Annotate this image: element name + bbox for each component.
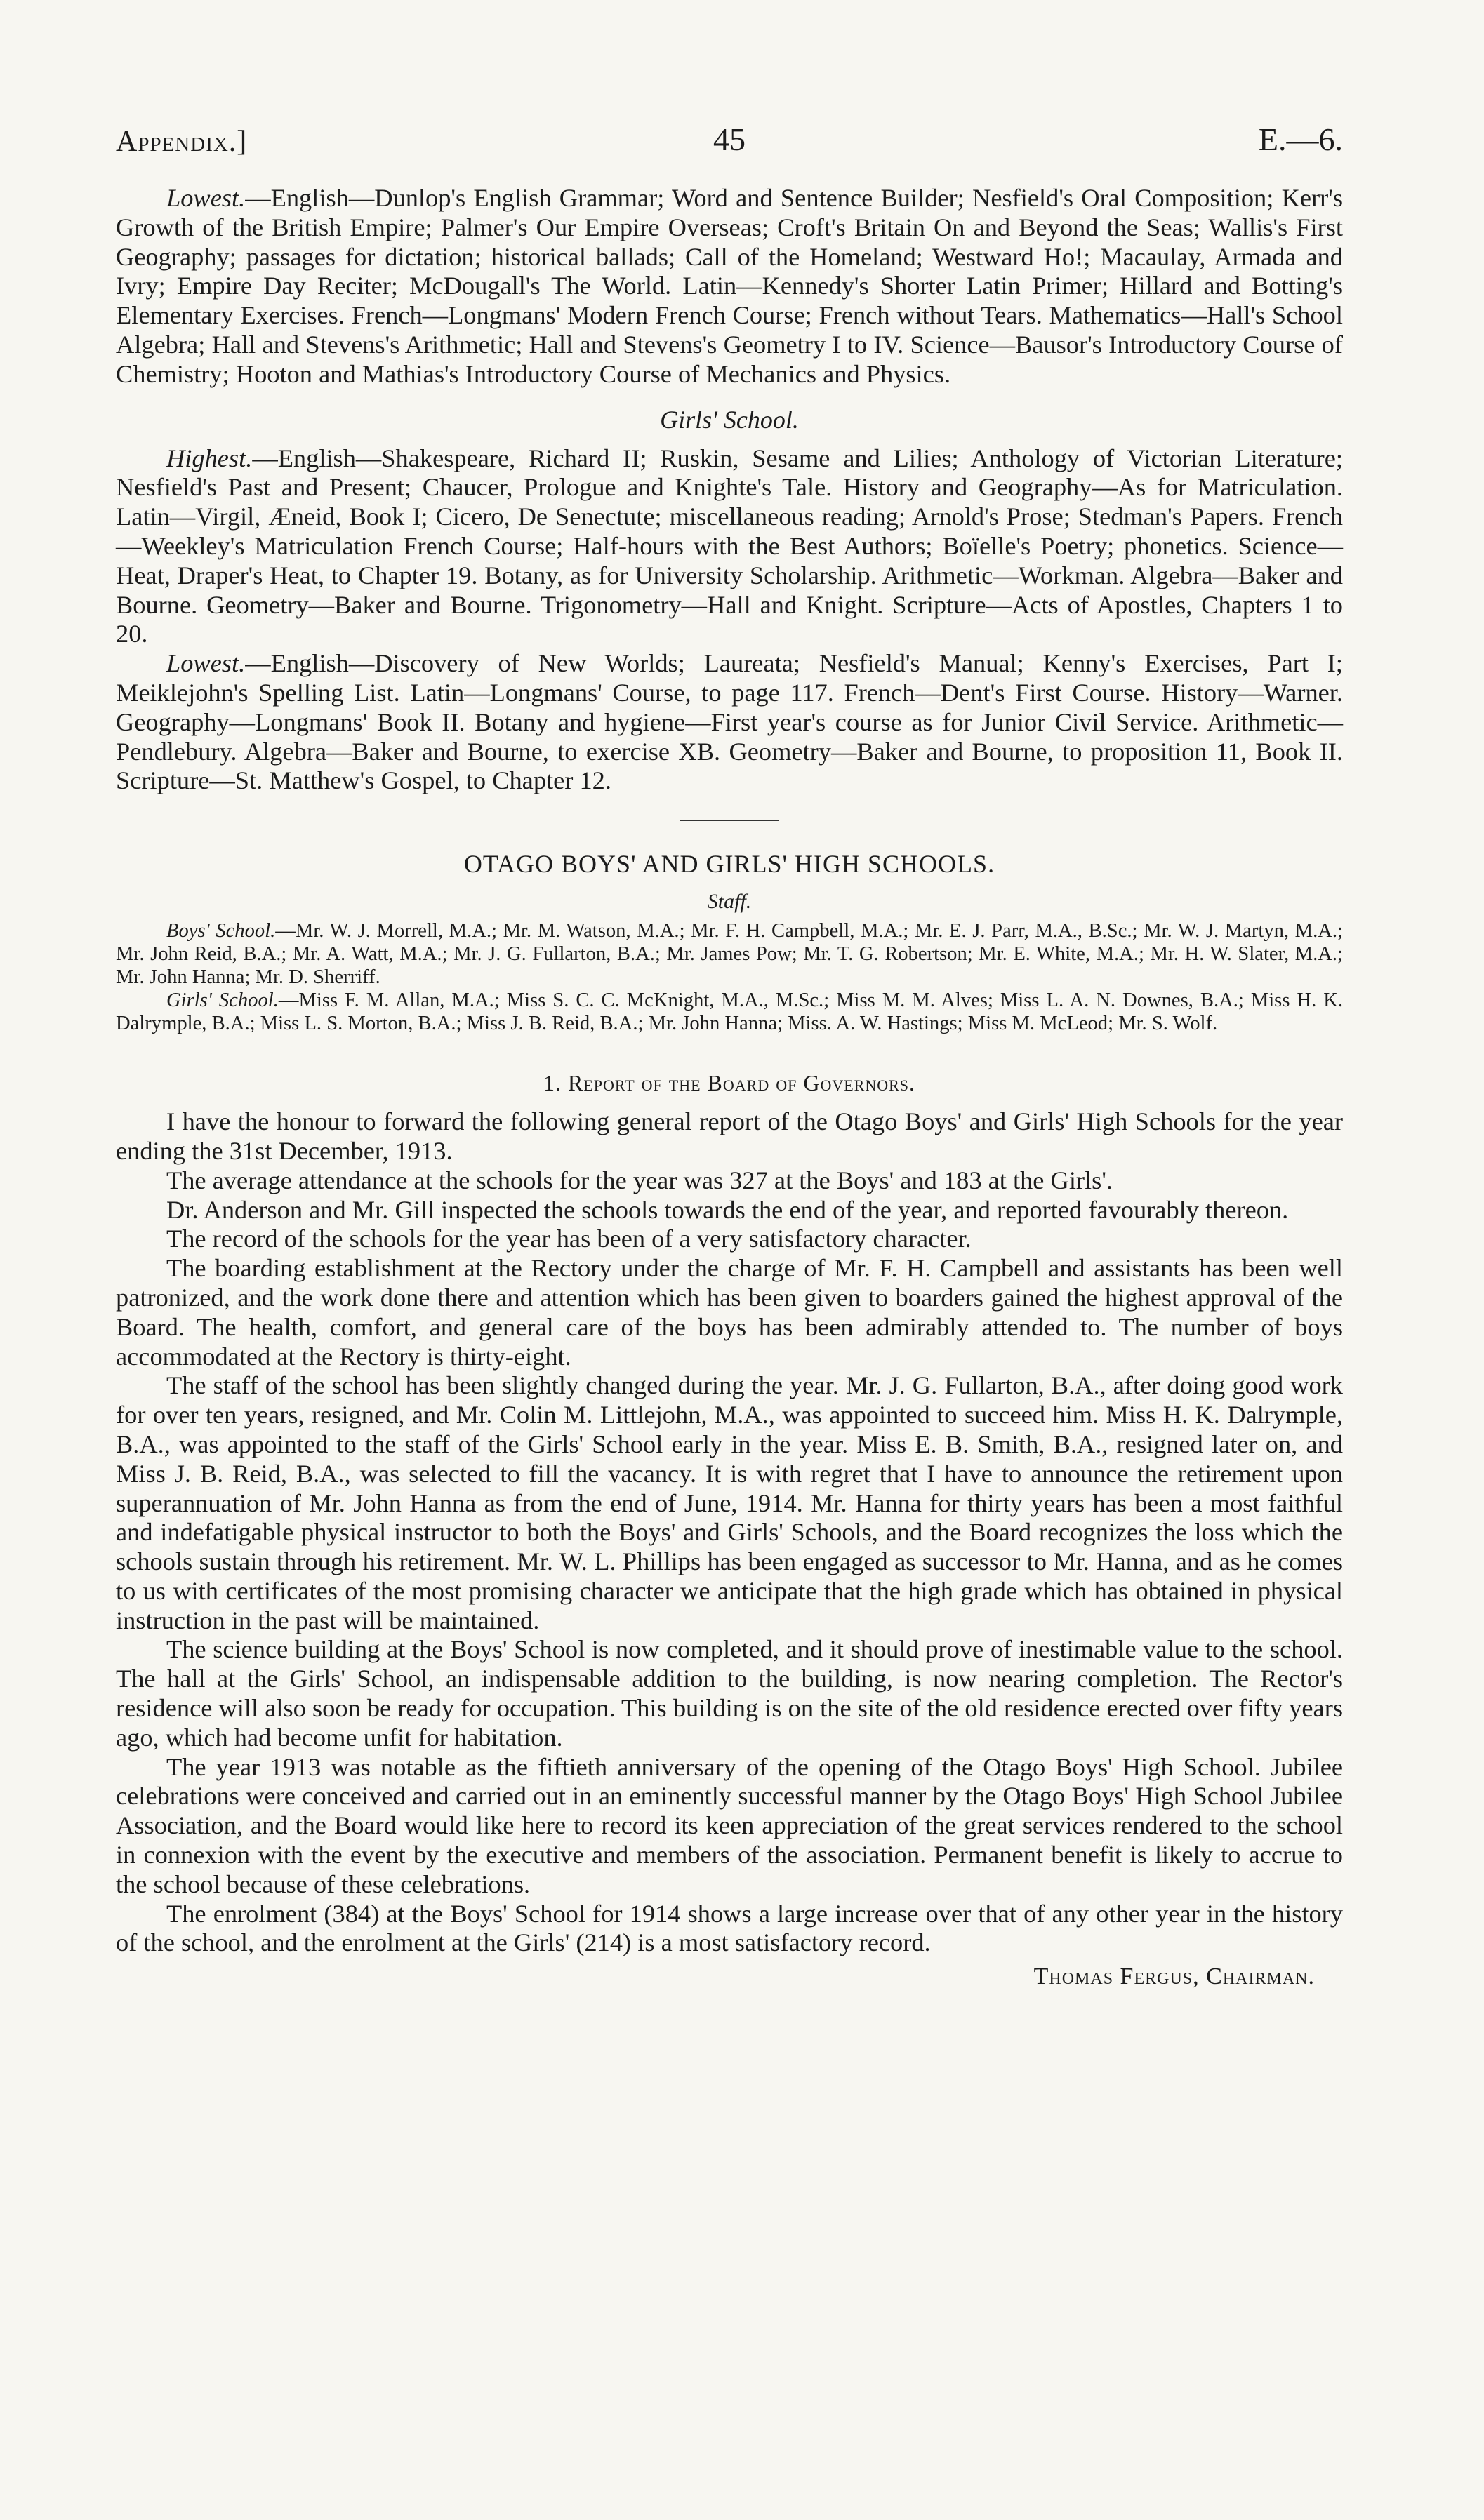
page-number: 45 bbox=[713, 121, 746, 157]
girls-school-heading: Girls' School. bbox=[660, 405, 799, 434]
report-paragraph: The enrolment (384) at the Boys' School for 1914 shows a large increase over that of any other year in the history of the school, and the enrolment at the Girls' (214) is a most satisfactory record. bbox=[116, 1899, 1343, 1957]
report-paragraph: The year 1913 was notable as the fiftieth anniversary of the opening of the Otago Boys' High School. Jubilee celebrations were conceived and carried out in an eminently successful manner by the Otago Boys' High School Jubilee Association, and the Board would like here to record its keen appreciation of the great services rendered to the school in connexion with the event by the executive and members of the association. Permanent benefit is likely to accrue to the school because of these celebrations. bbox=[116, 1752, 1343, 1898]
lowest-label: Lowest. bbox=[166, 184, 246, 212]
lowest-boys-text: —English—Dunlop's English Grammar; Word and Sentence Builder; Nesfield's Oral Composition; Kerr's Growth of the British Empire; Palmer's Our Empire Overseas; Croft's Britain On and Beyond the Seas; Wallis's First Geography; passages for dictation; historical ballads; Call of the Homeland; Westward Ho!; Macaulay, Armada and Ivry; Empire Day Reciter; McDougall's The World. Latin—Kennedy's Shorter Latin Primer; Hillard and Botting's Elementary Exercises. French—Longmans' Modern French Course; French without Tears. Mathematics—Hall's School Algebra; Hall and Stevens's Arithmetic; Hall and Stevens's Geometry I to IV. Science—Bausor's Introductory Course of Chemistry; Hooton and Mathias's Introductory Course of Mechanics and Physics. bbox=[116, 184, 1343, 388]
report-heading: 1. Report of the Board of Governors. bbox=[543, 1070, 916, 1096]
lowest-girls-text: —English—Discovery of New Worlds; Laureata; Nesfield's Manual; Kenny's Exercises, Part I; Meiklejohn's Spelling List. Latin—Longmans' Course, to page 117. French—Dent's First Course. History—Warner. Geography—Longmans' Book II. Botany and hygiene—First year's course as for Junior Civil Service. Arithmetic—Pendlebury. Algebra—Baker and Bourne, to exercise XB. Geometry—Baker and Bourne, to proposition 11, Book II. Scripture—St. Matthew's Gospel, to Chapter 12. bbox=[116, 649, 1343, 795]
report-paragraph: The science building at the Boys' School is now completed, and it should prove of inestimable value to the school. The hall at the Girls' School, an indispensable addition to the building, is now nearing completion. The Rector's residence will also soon be ready for occupation. This building is on the site of the old residence erected over fifty years ago, which had become unfit for habitation. bbox=[116, 1635, 1343, 1752]
staff-heading: Staff. bbox=[707, 890, 752, 914]
girls-school-label: Girls' School. bbox=[166, 989, 279, 1012]
boys-staff-text: —Mr. W. J. Morrell, M.A.; Mr. M. Watson, M.A.; Mr. F. H. Campbell, M.A.; Mr. E. J. Parr, M.A., B.Sc.; Mr. W. J. Martyn, M.A.; Mr. John Reid, B.A.; Mr. A. Watt, M.A.; Mr. J. G. Fullarton, B.A.; Mr. James Pow; Mr. T. G. Robertson; Mr. E. White, M.A.; Mr. H. W. Slater, M.A.; Mr. John Hanna; Mr. D. Sherriff. bbox=[116, 920, 1343, 989]
boys-school-label: Boys' School. bbox=[166, 920, 276, 942]
report-paragraph: Dr. Anderson and Mr. Gill inspected the schools towards the end of the year, and reported favourably thereon. bbox=[166, 1195, 1289, 1224]
report-paragraph: The average attendance at the schools for the year was 327 at the Boys' and 183 at the Girls'. bbox=[166, 1166, 1113, 1194]
section-divider bbox=[680, 820, 779, 821]
report-paragraph: The staff of the school has been slightly changed during the year. Mr. J. G. Fullarton, B.A., after doing good work for over ten years, resigned, and Mr. Colin M. Littlejohn, M.A., was appointed to succeed him. Miss H. K. Dalrymple, B.A., was appointed to the staff of the Girls' School early in the year. Miss E. B. Smith, B.A., resigned later on, and Miss J. B. Reid, B.A., was selected to fill the vacancy. It is with regret that I have to announce the retirement upon superannuation of Mr. John Hanna as from the end of June, 1914. Mr. Hanna for thirty years has been a most faithful and indefatigable physical instructor to both the Boys' and Girls' Schools, and the Board recognizes the loss which the schools sustain through his retirement. Mr. W. L. Phillips has been engaged as successor to Mr. Hanna, and as he comes to us with certificates of the most promising character we anticipate that the high grade which has obtained in physical instruction in the past will be maintained. bbox=[116, 1371, 1343, 1634]
page-header bbox=[116, 121, 1343, 174]
highest-label: Highest. bbox=[166, 444, 253, 472]
girls-staff-text: —Miss F. M. Allan, M.A.; Miss S. C. C. McKnight, M.A., M.Sc.; Miss M. M. Alves; Miss L. A. N. Downes, B.A.; Miss H. K. Dalrymple, B.A.; Miss L. S. Morton, B.A.; Miss J. B. Reid, B.A.; Mr. John Hanna; Miss. A. W. Hastings; Miss M. McLeod; Mr. S. Wolf. bbox=[116, 989, 1343, 1035]
document-page bbox=[116, 121, 1343, 1990]
lowest-girls-label: Lowest. bbox=[166, 649, 246, 678]
report-paragraph: I have the honour to forward the following general report of the Otago Boys' and Girls' High Schools for the year ending the 31st December, 1913. bbox=[116, 1107, 1343, 1165]
staff-list bbox=[116, 919, 1343, 1035]
section-title: OTAGO BOYS' AND GIRLS' HIGH SCHOOLS. bbox=[463, 850, 995, 879]
appendix-label: Appendix.] bbox=[116, 126, 248, 158]
report-body bbox=[116, 1107, 1343, 1958]
report-paragraph: The record of the schools for the year has been of a very satisfactory character. bbox=[166, 1225, 972, 1253]
girls-curriculum bbox=[116, 444, 1343, 796]
report-paragraph: The boarding establishment at the Rectory under the charge of Mr. F. H. Campbell and assistants has been well patronized, and the work done there and attention which has been given to boarders gained the highest approval of the Board. The health, comfort, and general care of the boys has been admirably attended to. The number of boys accommodated at the Rectory is thirty-eight. bbox=[116, 1254, 1343, 1371]
chairman-signature: Thomas Fergus, Chairman. bbox=[1033, 1964, 1315, 1990]
highest-girls-text: —English—Shakespeare, Richard II; Ruskin, Sesame and Lilies; Anthology of Victorian Literature; Nesfield's Past and Present; Chaucer, Prologue and Knighte's Tale. History and Geography—As for Matriculation. Latin—Virgil, Æneid, Book I; Cicero, De Senectute; miscellaneous reading; Arnold's Prose; Stedman's Papers. French—Weekley's Matriculation French Course; Half-hours with the Best Authors; Boïelle's Poetry; phonetics. Science—Heat, Draper's Heat, to Chapter 19. Botany, as for University Scholarship. Arithmetic—Workman. Algebra—Baker and Bourne. Geometry—Baker and Bourne. Trigonometry—Hall and Knight. Scripture—Acts of Apostles, Chapters 1 to 20. bbox=[116, 444, 1343, 648]
boys-curriculum-lowest bbox=[116, 184, 1343, 389]
document-reference: E.—6. bbox=[1258, 121, 1343, 157]
